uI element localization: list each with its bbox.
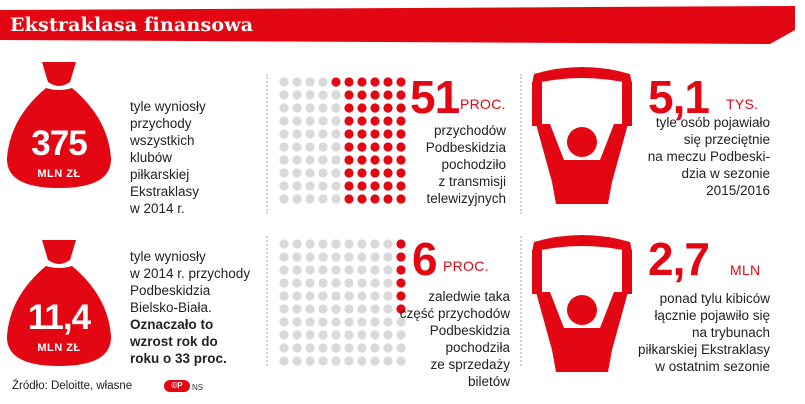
grid-dot bbox=[370, 142, 379, 151]
grid-dot bbox=[370, 239, 379, 248]
grid-dot bbox=[292, 142, 301, 151]
desc-line: tyle wyniosły bbox=[130, 99, 206, 114]
grid-dot bbox=[357, 343, 366, 352]
grid-dot bbox=[344, 356, 353, 365]
grid-dot bbox=[318, 77, 327, 86]
grid-dot bbox=[370, 181, 379, 190]
grid-dot bbox=[305, 194, 314, 203]
grid-dot bbox=[279, 129, 288, 138]
grid-dot bbox=[279, 168, 288, 177]
grid-dot bbox=[305, 129, 314, 138]
grid-dot bbox=[344, 181, 353, 190]
desc-line: pochodziła bbox=[445, 340, 510, 355]
desc-line: tyle osób pojawiało bbox=[655, 115, 770, 130]
grid-dot bbox=[305, 239, 314, 248]
grid-dot bbox=[279, 304, 288, 313]
grid-dot bbox=[370, 278, 379, 287]
grid-dot bbox=[331, 304, 340, 313]
grid-dot bbox=[370, 291, 379, 300]
desc-line-bold: wzrost rok do bbox=[130, 334, 218, 349]
grid-dot bbox=[279, 317, 288, 326]
grid-dot bbox=[344, 317, 353, 326]
grid-dot bbox=[292, 291, 301, 300]
grid-dot bbox=[383, 252, 392, 261]
grid-dot bbox=[344, 77, 353, 86]
grid-dot bbox=[383, 116, 392, 125]
grid-dot bbox=[318, 291, 327, 300]
bag2-unit: MLN ZŁ bbox=[37, 342, 81, 354]
grid-dot bbox=[344, 239, 353, 248]
desc-line: klubów bbox=[130, 150, 173, 165]
grid-dot bbox=[383, 265, 392, 274]
grid-dot bbox=[331, 103, 340, 112]
stat-description bbox=[616, 290, 770, 375]
grid-dot bbox=[370, 356, 379, 365]
grid-dot bbox=[318, 304, 327, 313]
grid-dot bbox=[279, 252, 288, 261]
grid-dot bbox=[344, 155, 353, 164]
grid-dot bbox=[279, 77, 288, 86]
grid-dot bbox=[318, 252, 327, 261]
desc-line: w 2014 r. przychody bbox=[130, 266, 251, 281]
grid-dot bbox=[344, 103, 353, 112]
grid-dot bbox=[318, 155, 327, 164]
desc-line: piłkarskiej bbox=[130, 167, 190, 182]
grid-dot bbox=[279, 142, 288, 151]
grid-dot bbox=[305, 168, 314, 177]
desc-line: Podbeskidzia bbox=[130, 283, 211, 298]
grid-dot bbox=[305, 265, 314, 274]
grid-dot bbox=[357, 252, 366, 261]
grid-dot bbox=[292, 278, 301, 287]
grid-dot bbox=[370, 304, 379, 313]
grid-dot bbox=[305, 181, 314, 190]
stat-description bbox=[388, 288, 510, 390]
grid-dot bbox=[292, 265, 301, 274]
grid-dot bbox=[305, 317, 314, 326]
grid-dot bbox=[292, 330, 301, 339]
desc-line-bold: roku o 33 proc. bbox=[130, 351, 227, 366]
bag2-description bbox=[130, 248, 250, 367]
grid-dot bbox=[383, 168, 392, 177]
grid-dot bbox=[383, 77, 392, 86]
grid-dot bbox=[279, 239, 288, 248]
column-divider bbox=[520, 74, 522, 214]
grid-dot bbox=[279, 343, 288, 352]
grid-dot bbox=[331, 194, 340, 203]
grid-dot bbox=[357, 103, 366, 112]
stat-value: 51 bbox=[410, 71, 460, 123]
grid-dot bbox=[396, 252, 405, 261]
grid-dot bbox=[370, 155, 379, 164]
bag1-value: 375 bbox=[31, 124, 87, 163]
grid-dot bbox=[357, 194, 366, 203]
desc-line: Podbeskidzia bbox=[425, 140, 506, 155]
grid-dot bbox=[318, 343, 327, 352]
grid-dot bbox=[370, 330, 379, 339]
desc-line: przychodów bbox=[433, 123, 506, 138]
desc-line: na trybunach bbox=[691, 325, 770, 340]
grid-dot bbox=[331, 181, 340, 190]
grid-dot bbox=[318, 356, 327, 365]
grid-dot bbox=[383, 194, 392, 203]
grid-dot bbox=[318, 330, 327, 339]
grid-dot bbox=[279, 103, 288, 112]
grid-dot bbox=[318, 129, 327, 138]
grid-dot bbox=[344, 90, 353, 99]
grid-dot bbox=[396, 265, 405, 274]
grid-dot bbox=[357, 278, 366, 287]
stat-unit: MLN bbox=[730, 262, 761, 278]
page-title: Ekstraklasa finansowa bbox=[10, 14, 254, 36]
grid-dot bbox=[344, 194, 353, 203]
grid-dot bbox=[331, 168, 340, 177]
grid-dot bbox=[370, 129, 379, 138]
grid-dot bbox=[292, 317, 301, 326]
grid-dot bbox=[331, 90, 340, 99]
desc-line: ponad tylu kibiców bbox=[659, 291, 770, 306]
grid-dot bbox=[331, 291, 340, 300]
grid-dot bbox=[370, 317, 379, 326]
stat-description bbox=[398, 122, 506, 207]
grid-dot bbox=[279, 90, 288, 99]
grid-dot bbox=[279, 181, 288, 190]
grid-dot bbox=[383, 129, 392, 138]
grid-dot bbox=[344, 116, 353, 125]
grid-dot bbox=[357, 155, 366, 164]
desc-line: zaledwie taka bbox=[428, 289, 510, 304]
grid-dot bbox=[370, 77, 379, 86]
grid-dot bbox=[331, 252, 340, 261]
stat-unit: TYS. bbox=[726, 96, 759, 112]
source-note: Źródło: Deloitte, własne bbox=[12, 380, 133, 392]
grid-dot bbox=[396, 77, 405, 86]
grid-dot bbox=[383, 278, 392, 287]
desc-line: łącznie pojawiło się bbox=[654, 308, 770, 323]
grid-dot bbox=[357, 90, 366, 99]
grid-dot bbox=[305, 330, 314, 339]
grid-dot bbox=[292, 116, 301, 125]
desc-line: dzia w sezonie bbox=[681, 166, 770, 181]
grid-dot bbox=[318, 194, 327, 203]
desc-line: telewizyjnych bbox=[426, 191, 506, 206]
grid-dot bbox=[318, 168, 327, 177]
grid-dot bbox=[305, 291, 314, 300]
grid-dot bbox=[305, 90, 314, 99]
grid-dot bbox=[357, 330, 366, 339]
grid-dot bbox=[357, 129, 366, 138]
grid-dot bbox=[344, 129, 353, 138]
grid-dot bbox=[279, 116, 288, 125]
grid-dot bbox=[357, 239, 366, 248]
grid-dot bbox=[292, 77, 301, 86]
grid-dot bbox=[279, 291, 288, 300]
grid-dot bbox=[357, 116, 366, 125]
desc-line: tyle wyniosły bbox=[130, 249, 206, 264]
grid-dot bbox=[331, 356, 340, 365]
grid-dot bbox=[396, 103, 405, 112]
grid-dot bbox=[344, 343, 353, 352]
grid-dot bbox=[370, 103, 379, 112]
grid-dot bbox=[318, 317, 327, 326]
fan-scarf-icon bbox=[528, 64, 636, 204]
grid-dot bbox=[357, 142, 366, 151]
grid-dot bbox=[305, 77, 314, 86]
grid-dot bbox=[370, 116, 379, 125]
grid-dot bbox=[292, 343, 301, 352]
grid-dot bbox=[279, 194, 288, 203]
desc-line: piłkarskiej Ekstraklasy bbox=[637, 342, 770, 357]
grid-dot bbox=[357, 77, 366, 86]
grid-dot bbox=[305, 278, 314, 287]
grid-dot bbox=[357, 181, 366, 190]
grid-dot bbox=[383, 239, 392, 248]
grid-dot bbox=[318, 181, 327, 190]
stat-value: 5,1 bbox=[648, 71, 709, 123]
grid-dot bbox=[357, 265, 366, 274]
grid-dot bbox=[357, 168, 366, 177]
bag2-value: 11,4 bbox=[27, 298, 91, 337]
grid-dot bbox=[344, 278, 353, 287]
grid-dot bbox=[292, 90, 301, 99]
grid-dot bbox=[318, 265, 327, 274]
stat-unit: PROC. bbox=[443, 258, 489, 274]
bag1-unit: MLN ZŁ bbox=[37, 168, 81, 180]
grid-dot bbox=[318, 239, 327, 248]
grid-dot bbox=[292, 181, 301, 190]
grid-dot bbox=[331, 343, 340, 352]
grid-dot bbox=[331, 155, 340, 164]
desc-line: na meczu Podbeski- bbox=[647, 149, 770, 164]
grid-dot bbox=[318, 103, 327, 112]
grid-dot bbox=[357, 317, 366, 326]
grid-dot bbox=[331, 129, 340, 138]
grid-dot bbox=[292, 168, 301, 177]
grid-dot bbox=[292, 103, 301, 112]
grid-dot bbox=[292, 129, 301, 138]
stat-value: 2,7 bbox=[648, 233, 709, 285]
grid-dot bbox=[331, 278, 340, 287]
stat-description bbox=[628, 114, 770, 199]
grid-dot bbox=[331, 265, 340, 274]
grid-dot bbox=[279, 155, 288, 164]
grid-dot bbox=[305, 343, 314, 352]
grid-dot bbox=[292, 252, 301, 261]
desc-line: ze sprzedaży biletów bbox=[430, 357, 510, 389]
desc-line: pochodziło bbox=[441, 157, 506, 172]
desc-line: Bielsko-Biała. bbox=[130, 300, 212, 315]
grid-dot bbox=[331, 317, 340, 326]
column-divider bbox=[520, 236, 522, 366]
stat-value: 6 bbox=[412, 233, 437, 285]
grid-dot bbox=[292, 239, 301, 248]
desc-line: się przeciętnie bbox=[683, 132, 770, 147]
grid-dot bbox=[370, 194, 379, 203]
grid-dot bbox=[396, 239, 405, 248]
grid-dot bbox=[305, 356, 314, 365]
grid-dot bbox=[279, 265, 288, 274]
bag1-description bbox=[130, 98, 206, 217]
grid-dot bbox=[292, 356, 301, 365]
grid-dot bbox=[331, 77, 340, 86]
grid-dot bbox=[370, 90, 379, 99]
desc-line: w 2014 r. bbox=[130, 201, 185, 216]
grid-dot bbox=[383, 142, 392, 151]
grid-dot bbox=[305, 142, 314, 151]
grid-dot bbox=[396, 278, 405, 287]
grid-dot bbox=[344, 330, 353, 339]
grid-dot bbox=[331, 142, 340, 151]
column-divider bbox=[266, 236, 268, 366]
grid-dot bbox=[383, 181, 392, 190]
desc-line: część przychodów bbox=[399, 306, 510, 321]
grid-dot bbox=[344, 304, 353, 313]
grid-dot bbox=[370, 343, 379, 352]
grid-dot bbox=[383, 103, 392, 112]
grid-dot bbox=[305, 252, 314, 261]
stat-unit: PROC. bbox=[460, 96, 506, 112]
grid-dot bbox=[279, 278, 288, 287]
grid-dot bbox=[331, 116, 340, 125]
grid-dot bbox=[318, 278, 327, 287]
grid-dot bbox=[357, 291, 366, 300]
grid-dot bbox=[344, 265, 353, 274]
grid-dot bbox=[318, 142, 327, 151]
grid-dot bbox=[396, 90, 405, 99]
desc-line: przychody bbox=[130, 116, 192, 131]
grid-dot bbox=[305, 304, 314, 313]
percent-dot-grid bbox=[278, 76, 408, 206]
desc-line: Podbeskidzia bbox=[429, 323, 510, 338]
grid-dot bbox=[305, 116, 314, 125]
grid-dot bbox=[370, 252, 379, 261]
desc-line: Ekstraklasy bbox=[130, 184, 200, 199]
grid-dot bbox=[344, 168, 353, 177]
grid-dot bbox=[344, 252, 353, 261]
grid-dot bbox=[305, 155, 314, 164]
grid-dot bbox=[305, 103, 314, 112]
grid-dot bbox=[344, 291, 353, 300]
grid-dot bbox=[292, 155, 301, 164]
grid-dot bbox=[331, 239, 340, 248]
desc-line-bold: Oznaczało to bbox=[130, 317, 214, 332]
author-credit: NS bbox=[192, 383, 204, 392]
desc-line: 2015/2016 bbox=[706, 183, 770, 198]
grid-dot bbox=[357, 304, 366, 313]
grid-dot bbox=[279, 356, 288, 365]
desc-line: wszystkich bbox=[130, 133, 195, 148]
grid-dot bbox=[344, 142, 353, 151]
grid-dot bbox=[383, 155, 392, 164]
copyright-badge: ©P bbox=[164, 380, 190, 392]
column-divider bbox=[266, 74, 268, 214]
grid-dot bbox=[383, 90, 392, 99]
desc-line: z transmisji bbox=[438, 174, 506, 189]
grid-dot bbox=[370, 265, 379, 274]
grid-dot bbox=[292, 194, 301, 203]
grid-dot bbox=[331, 330, 340, 339]
grid-dot bbox=[370, 168, 379, 177]
grid-dot bbox=[318, 116, 327, 125]
grid-dot bbox=[318, 90, 327, 99]
grid-dot bbox=[292, 304, 301, 313]
grid-dot bbox=[357, 356, 366, 365]
grid-dot bbox=[279, 330, 288, 339]
desc-line: w ostatnim sezonie bbox=[655, 359, 770, 374]
